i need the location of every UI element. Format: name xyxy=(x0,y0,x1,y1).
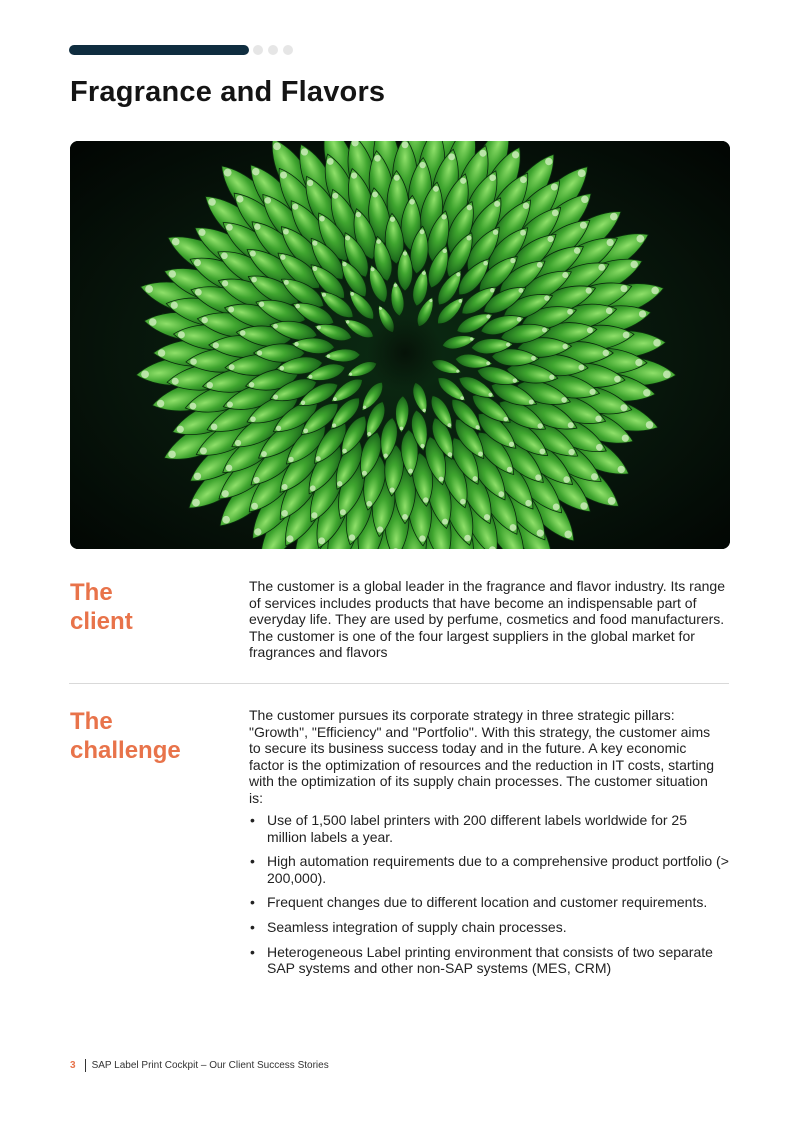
list-item xyxy=(249,919,729,936)
section-divider xyxy=(69,683,729,684)
list-item xyxy=(249,894,729,911)
leaf-tip xyxy=(402,514,408,520)
challenge-heading-text: The challenge xyxy=(70,708,181,764)
bullet-icon: • xyxy=(250,943,255,960)
client-heading-text: The client xyxy=(70,579,133,635)
list-item-text: Seamless integration of supply chain processes. xyxy=(267,918,567,935)
footer-text: SAP Label Print Cockpit – Our Client Success Stories xyxy=(91,1060,329,1071)
page-footer xyxy=(70,1059,329,1072)
list-item-text: Use of 1,500 label printers with 200 different labels worldwide for 25 million labels a year. xyxy=(267,812,687,845)
list-item-text: High automation requirements due to a comprehensive product portfolio (> 200,000). xyxy=(267,853,729,886)
client-description: The customer is a global leader in the fragrance and flavor industry. Its range of services includes products that have become an indispensable part of everyday life. They are used by perfume, cosmetics and food manufacturers. The customer is one of the four largest suppliers in the global market for fragrances and flavors xyxy=(249,578,725,661)
client-heading xyxy=(70,578,133,636)
progress-dot xyxy=(283,45,293,55)
leaf-tip xyxy=(257,350,262,355)
footer-separator xyxy=(85,1059,86,1072)
bullet-icon: • xyxy=(250,853,255,870)
leaf-tip xyxy=(402,141,409,148)
leaf-tip xyxy=(603,350,609,356)
bullet-icon: • xyxy=(250,918,255,935)
leaf-tip xyxy=(403,251,407,255)
hero-image xyxy=(70,141,730,549)
challenge-heading xyxy=(70,707,181,765)
bullet-icon: • xyxy=(250,812,255,828)
succulent-photo-icon xyxy=(70,141,730,549)
list-item xyxy=(249,853,729,886)
progress-bar-active xyxy=(69,45,249,55)
progress-dot xyxy=(268,45,278,55)
list-item-text: Heterogeneous Label printing environment that consists of two separate SAP systems and other non-SAP systems (MES, CRM) xyxy=(267,943,713,977)
progress-dot xyxy=(253,45,263,55)
bullet-icon: • xyxy=(250,894,255,911)
challenge-bullet-list xyxy=(249,812,729,985)
list-item xyxy=(249,944,729,977)
challenge-description: The customer pursues its corporate strategy in three strategic pillars: "Growth", "Efficiency" and "Portfolio". With this strategy, the customer aims to secure its business success today and in the future. A key economic factor is the optimization of resources and the reduction in IT costs, starting with the optimization of its supply chain processes. The customer situation is: xyxy=(249,707,715,806)
list-item xyxy=(249,812,729,845)
leaf-tip xyxy=(158,349,165,356)
page-number: 3 xyxy=(70,1060,76,1071)
page-title: Fragrance and Flavors xyxy=(70,76,386,108)
progress-indicator xyxy=(69,45,293,55)
list-item-text: Frequent changes due to different location and customer requirements. xyxy=(267,894,708,911)
